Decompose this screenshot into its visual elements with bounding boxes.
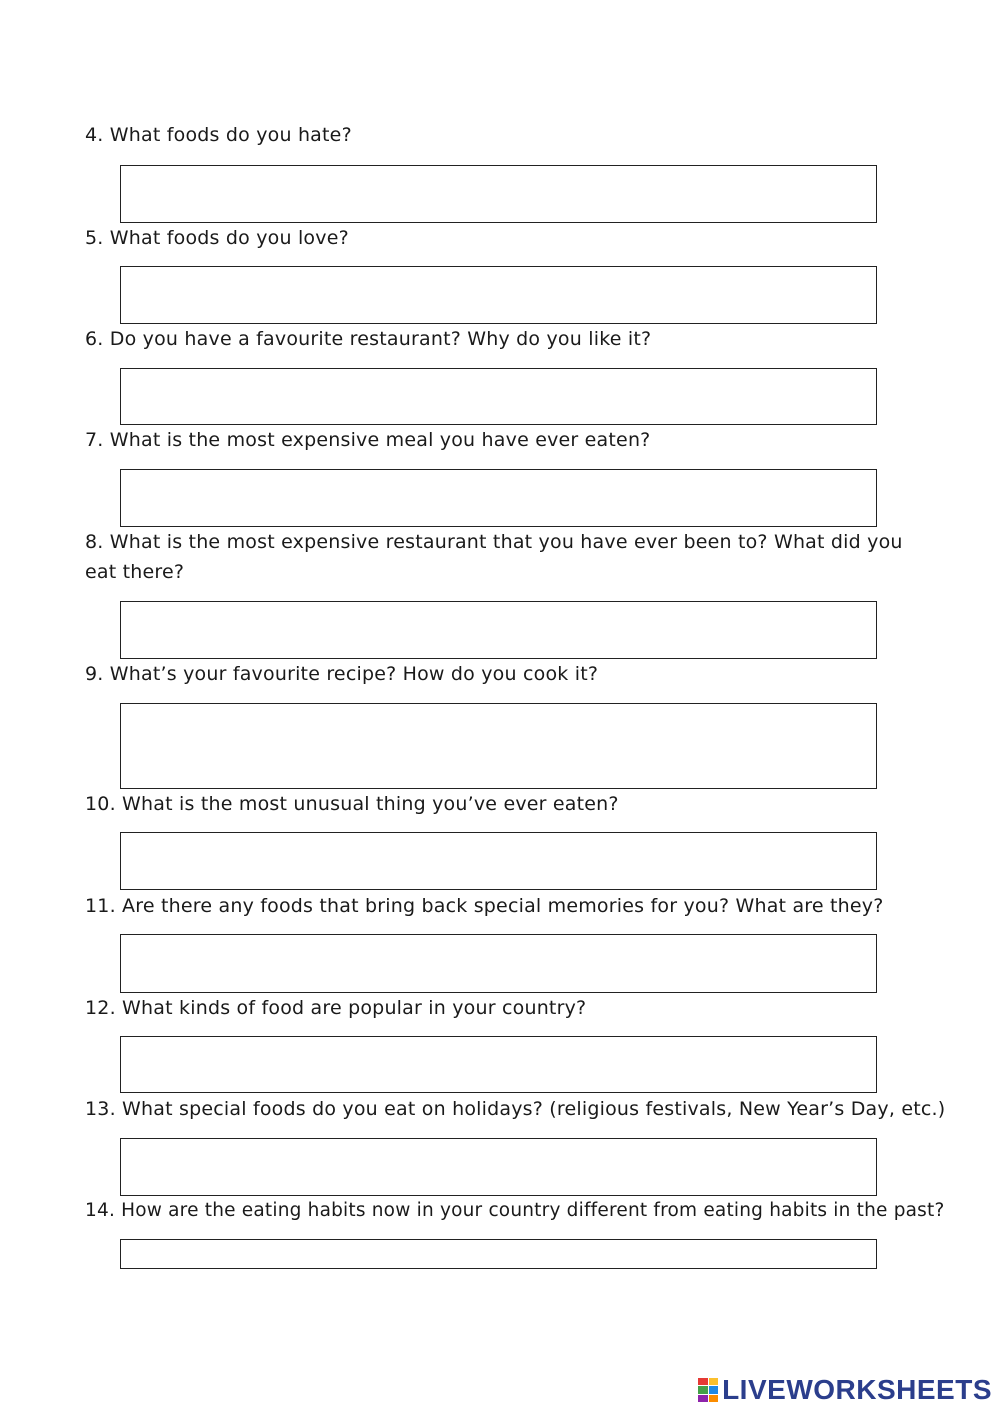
liveworksheets-logo: [698, 1375, 992, 1405]
answer-box-6[interactable]: [120, 368, 877, 425]
answer-box-12[interactable]: [120, 1036, 877, 1093]
question-6: 6. Do you have a favourite restaurant? Why do you like it?: [85, 328, 652, 350]
question-14: 14. How are the eating habits now in your country different from eating habits in the past?: [85, 1200, 945, 1221]
question-4: 4. What foods do you hate?: [85, 124, 352, 146]
question-13: 13. What special foods do you eat on holidays? (religious festivals, New Year’s Day, etc.): [85, 1098, 946, 1120]
answer-box-14[interactable]: [120, 1239, 877, 1269]
question-12: 12. What kinds of food are popular in your country?: [85, 997, 587, 1019]
question-8: 8. What is the most expensive restaurant that you have ever been to? What did you eat there?: [85, 531, 903, 583]
answer-box-4[interactable]: [120, 165, 877, 223]
answer-box-13[interactable]: [120, 1138, 877, 1196]
answer-box-11[interactable]: [120, 934, 877, 993]
answer-box-8[interactable]: [120, 601, 877, 659]
question-9: 9. What’s your favourite recipe? How do you cook it?: [85, 663, 599, 685]
logo-text: LIVEWORKSHEETS: [722, 1374, 992, 1405]
question-5: 5. What foods do you love?: [85, 227, 349, 249]
question-11: 11. Are there any foods that bring back special memories for you? What are they?: [85, 895, 884, 917]
answer-box-9[interactable]: [120, 703, 877, 789]
answer-box-5[interactable]: [120, 266, 877, 324]
answer-box-10[interactable]: [120, 832, 877, 890]
liveworksheets-icon: [698, 1378, 718, 1402]
answer-box-7[interactable]: [120, 469, 877, 527]
question-10: 10. What is the most unusual thing you’ve ever eaten?: [85, 793, 619, 815]
question-7: 7. What is the most expensive meal you have ever eaten?: [85, 429, 651, 451]
